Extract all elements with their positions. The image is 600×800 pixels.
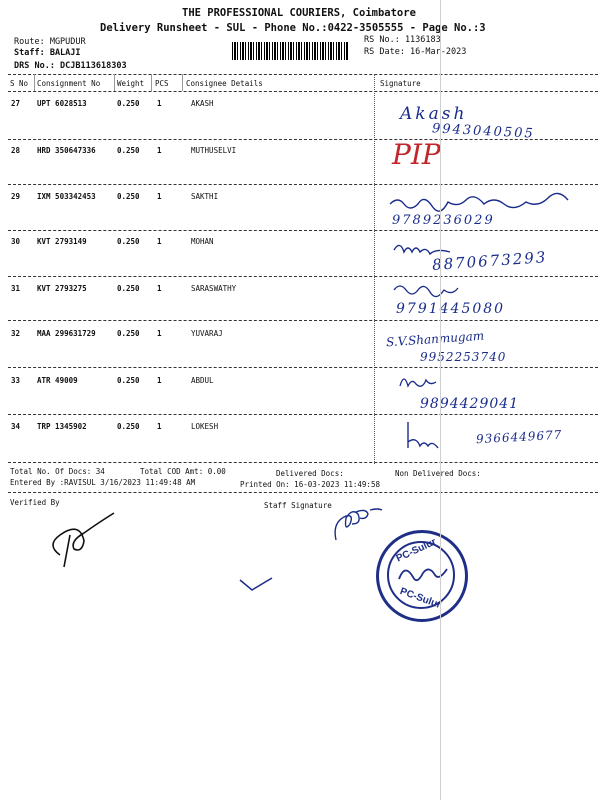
row-rule — [8, 320, 598, 321]
barcode — [232, 42, 348, 60]
signature-scribble — [392, 240, 452, 256]
row-pcs: 1 — [157, 376, 162, 385]
row-consignee: MUTHUSELVI — [191, 146, 237, 155]
row-pcs: 1 — [157, 329, 162, 338]
row-consignment: IXM 503342453 — [37, 192, 96, 201]
row-pcs: 1 — [157, 237, 162, 246]
row-consignee: MOHAN — [191, 237, 214, 246]
row-rule — [8, 276, 598, 277]
row-consignment: TRP 1345902 — [37, 422, 87, 431]
row-consignee: LOKESH — [191, 422, 219, 431]
row-consignee: SAKTHI — [191, 192, 219, 201]
rs-date: RS Date: 16-Mar-2023 — [364, 47, 467, 57]
row-consignment: UPT 6028513 — [37, 99, 87, 108]
scan-fold-line — [440, 0, 441, 800]
row-consignee: ABDUL — [191, 376, 214, 385]
row-consignment: ATR 49009 — [37, 376, 78, 385]
row-pcs: 1 — [157, 284, 162, 293]
row-sno: 29 — [11, 192, 21, 201]
printed-on: Printed On: 16-03-2023 11:49:58 — [240, 480, 380, 489]
signature-scribble — [386, 192, 586, 212]
signature: Akash — [400, 104, 468, 124]
row-sno: 28 — [11, 146, 21, 155]
total-docs: Total No. Of Docs: 34 — [10, 467, 105, 476]
verifier-signature — [40, 505, 130, 575]
row-weight: 0.250 — [117, 192, 140, 201]
row-weight: 0.250 — [117, 146, 140, 155]
runsheet-title: THE PROFESSIONAL COURIERS, Coimbatore — [182, 7, 416, 19]
staff-label: Staff: BALAJI — [14, 48, 81, 58]
row-weight: 0.250 — [117, 237, 140, 246]
signature-phone: 8870673293 — [431, 247, 548, 275]
row-consignment: MAA 299631729 — [37, 329, 96, 338]
row-consignment: KVT 2793149 — [37, 237, 87, 246]
row-rule — [8, 367, 598, 368]
row-consignee: SARASWATHY — [191, 284, 237, 293]
signature-phone: 9366449677 — [475, 427, 563, 447]
row-rule — [8, 184, 598, 185]
row-consignment: HRD 350647336 — [37, 146, 96, 155]
col-consignee: Consignee Details — [186, 79, 263, 88]
signature: S.V.Shanmugam — [385, 328, 485, 350]
signature-scribble — [402, 420, 452, 454]
delivered-docs: Delivered Docs: — [276, 469, 344, 478]
row-sno: 31 — [11, 284, 21, 293]
drs-number: DRS No.: DCJB113618303 — [14, 61, 127, 71]
divider — [114, 74, 115, 91]
staff-signature-label: Staff Signature — [264, 501, 332, 510]
row-sno: 34 — [11, 422, 21, 431]
office-stamp — [376, 530, 468, 622]
signature-phone: 9952253740 — [420, 350, 507, 364]
signature-phone: 9789236029 — [392, 213, 495, 228]
row-weight: 0.250 — [117, 376, 140, 385]
route-label: Route: MGPUDUR — [14, 37, 86, 47]
header-rule-top — [8, 74, 598, 75]
signature-phone: 9894429041 — [420, 396, 520, 412]
row-rule — [8, 230, 598, 231]
stamp-bottom-text: PC-Sulur — [398, 586, 443, 611]
col-sno: S No — [10, 79, 29, 88]
footer-rule — [8, 492, 598, 493]
row-pcs: 1 — [157, 422, 162, 431]
runsheet-subtitle: Delivery Runsheet - SUL - Phone No.:0422-3505555 - Page No.:3 — [100, 22, 486, 34]
row-sno: 33 — [11, 376, 21, 385]
divider — [182, 74, 183, 91]
row-pcs: 1 — [157, 99, 162, 108]
row-weight: 0.250 — [117, 422, 140, 431]
signature-phone: 9791445080 — [396, 301, 506, 317]
entered-by: Entered By :RAVISUL 3/16/2023 11:49:48 AM — [10, 478, 196, 487]
signature-scribble — [392, 282, 472, 298]
row-sno: 30 — [11, 237, 21, 246]
total-cod: Total COD Amt: 0.00 — [140, 467, 226, 476]
stamp-top-text: PC-Sulur — [394, 536, 439, 565]
row-rule — [8, 462, 598, 463]
row-sno: 27 — [11, 99, 21, 108]
col-weight: Weight — [117, 79, 145, 88]
signature-phone: 9943040505 — [431, 121, 536, 142]
row-consignee: YUVARAJ — [191, 329, 223, 338]
col-consignment: Consignment No — [37, 79, 101, 88]
col-pcs: PCS — [155, 79, 169, 88]
header-rule-bottom — [8, 91, 598, 92]
rs-number: RS No.: 1136183 — [364, 35, 441, 45]
signature: PIP — [392, 138, 441, 171]
staff-signature-scribble — [330, 500, 400, 544]
row-consignment: KVT 2793275 — [37, 284, 87, 293]
row-pcs: 1 — [157, 192, 162, 201]
row-weight: 0.250 — [117, 99, 140, 108]
row-pcs: 1 — [157, 146, 162, 155]
verified-by-label: Verified By — [10, 498, 60, 507]
row-sno: 32 — [11, 329, 21, 338]
check-mark-icon — [238, 570, 274, 594]
divider — [151, 74, 152, 91]
row-weight: 0.250 — [117, 284, 140, 293]
signature-scribble — [398, 374, 438, 390]
row-rule — [8, 414, 598, 415]
col-signature: Signature — [380, 79, 421, 88]
row-weight: 0.250 — [117, 329, 140, 338]
row-rule — [8, 139, 598, 140]
row-consignee: AKASH — [191, 99, 214, 108]
divider — [34, 74, 35, 91]
divider — [374, 74, 375, 464]
non-delivered-docs: Non Delivered Docs: — [395, 469, 481, 478]
